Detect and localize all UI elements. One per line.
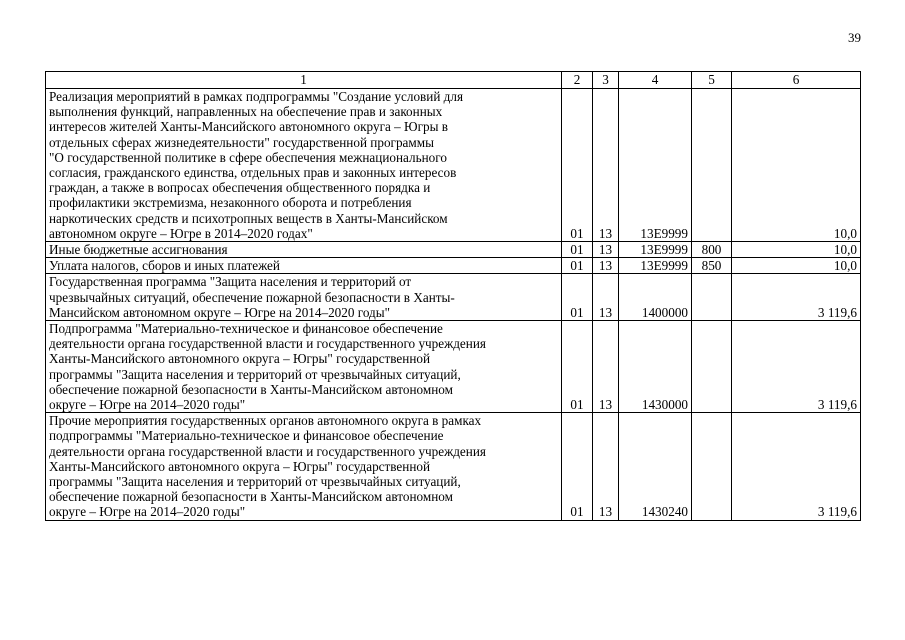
header-col-6: 6 [732, 72, 861, 89]
row-sum: 3 119,6 [732, 274, 861, 321]
row-sum: 3 119,6 [732, 413, 861, 520]
header-col-1: 1 [46, 72, 562, 89]
row-name: Подпрограмма "Материально-техническое и финансовое обеспечение деятельности органа государственной власти и государственного учреждения Ханты-Мансийского автономного округа – Югры" государственной программы "Защита населения и территорий от чрезвычайных ситуаций, обеспечение пожарной безопасности в Ханты-Мансийском автономном округе – Югре на 2014–2020 годы" [46, 321, 562, 413]
row-subsection: 13 [593, 413, 619, 520]
row-target-code: 1400000 [619, 274, 692, 321]
row-sum: 10,0 [732, 89, 861, 242]
row-subsection: 13 [593, 242, 619, 258]
table-row [46, 89, 861, 242]
row-section: 01 [562, 89, 593, 242]
row-name: Государственная программа "Защита населения и территорий от чрезвычайных ситуаций, обеспечение пожарной безопасности в Ханты- Мансийском автономном округе – Югре на 2014–2020 годы" [46, 274, 562, 321]
row-section: 01 [562, 321, 593, 413]
table-header-row [46, 72, 861, 89]
table-row [46, 242, 861, 258]
budget-table [45, 71, 861, 521]
header-col-2: 2 [562, 72, 593, 89]
row-target-code: 13Е9999 [619, 89, 692, 242]
row-target-code: 1430240 [619, 413, 692, 520]
header-col-5: 5 [692, 72, 732, 89]
row-name: Иные бюджетные ассигнования [46, 242, 562, 258]
row-section: 01 [562, 413, 593, 520]
row-section: 01 [562, 242, 593, 258]
row-subsection: 13 [593, 321, 619, 413]
row-sum: 3 119,6 [732, 321, 861, 413]
row-target-code: 13Е9999 [619, 242, 692, 258]
row-name: Реализация мероприятий в рамках подпрограммы "Создание условий для выполнения функций, направленных на обеспечение прав и законных интересов жителей Ханты-Мансийского автономного округа – Югры в отдельных сферах жизнедеятельности" государственной программы "О государственной политике в сфере обеспечения межнационального согласия, гражданского единства, отдельных прав и законных интересов граждан, а также в вопросах обеспечения общественного порядка и профилактики экстремизма, незаконного оборота и потребления наркотических средств и психотропных веществ в Ханты-Мансийском автономном округе – Югре в 2014–2020 годах" [46, 89, 562, 242]
header-col-4: 4 [619, 72, 692, 89]
row-sum: 10,0 [732, 258, 861, 274]
page-number: 39 [848, 30, 861, 45]
row-expense-type: 850 [692, 258, 732, 274]
row-expense-type [692, 321, 732, 413]
row-expense-type [692, 413, 732, 520]
row-expense-type: 800 [692, 242, 732, 258]
row-sum: 10,0 [732, 242, 861, 258]
row-name: Уплата налогов, сборов и иных платежей [46, 258, 562, 274]
row-subsection: 13 [593, 89, 619, 242]
row-target-code: 1430000 [619, 321, 692, 413]
table-row [46, 274, 861, 321]
table-row [46, 321, 861, 413]
table-row [46, 413, 861, 520]
row-expense-type [692, 274, 732, 321]
table-row [46, 258, 861, 274]
row-target-code: 13Е9999 [619, 258, 692, 274]
row-name: Прочие мероприятия государственных органов автономного округа в рамках подпрограммы "Материально-техническое и финансовое обеспечение деятельности органа государственной власти и государственного учреждения Ханты-Мансийского автономного округа – Югры" государственной программы "Защита населения и территорий от чрезвычайных ситуаций, обеспечение пожарной безопасности в Ханты-Мансийском автономном округе – Югре на 2014–2020 годы" [46, 413, 562, 520]
row-subsection: 13 [593, 258, 619, 274]
row-section: 01 [562, 258, 593, 274]
row-section: 01 [562, 274, 593, 321]
row-expense-type [692, 89, 732, 242]
header-col-3: 3 [593, 72, 619, 89]
row-subsection: 13 [593, 274, 619, 321]
